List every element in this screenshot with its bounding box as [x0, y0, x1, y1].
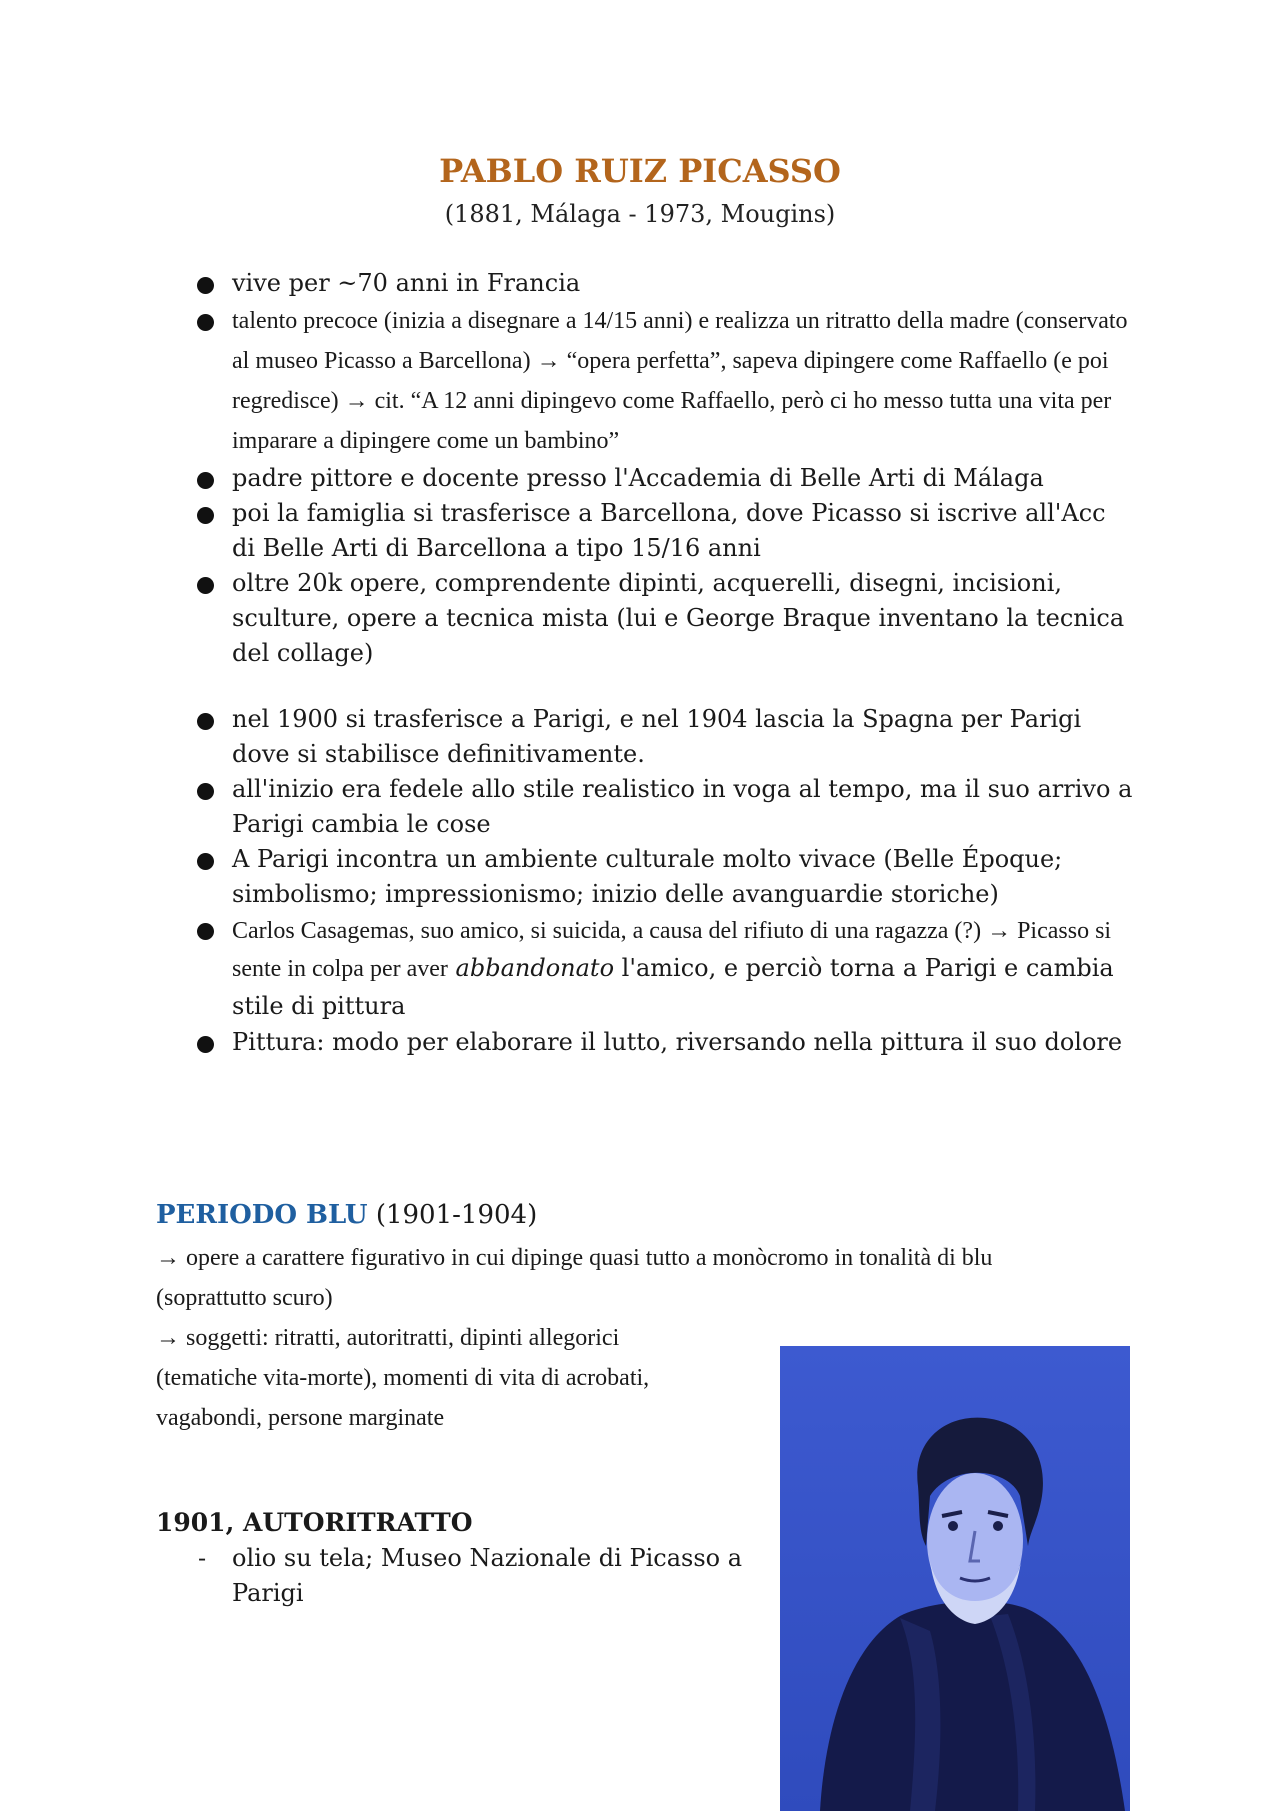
- painting-illustration: [780, 1346, 1130, 1811]
- paris-list: [194, 702, 1134, 1060]
- page-subtitle: (1881, Málaga - 1973, Mougins): [444, 200, 836, 228]
- page-title: PABLO RUIZ PICASSO: [439, 152, 841, 190]
- list-item: poi la famiglia si trasferisce a Barcellona, dove Picasso si iscrive all'Acc di Belle Arti di Barcellona a tipo 15/16 anni: [194, 496, 1134, 566]
- section-name: PERIODO BLU: [156, 1200, 368, 1230]
- list-item: oltre 20k opere, comprendente dipinti, acquerelli, disegni, incisioni, sculture, opere a tecnica mista (lui e George Braque inventano la tecnica del collage): [194, 566, 1134, 671]
- list-item: Pittura: modo per elaborare il lutto, riversando nella pittura il suo dolore: [194, 1025, 1134, 1060]
- section-heading: [156, 1200, 537, 1230]
- emphasis-text: abbandonato: [455, 954, 615, 982]
- section-years: (1901-1904): [375, 1200, 538, 1230]
- list-item: all'inizio era fedele allo stile realistico in voga al tempo, ma il suo arrivo a Parigi cambia le cose: [194, 772, 1134, 842]
- section-paragraph: → opere a carattere figurativo in cui dipinge quasi tutto a monòcromo in tonalità di blu (soprattutto scuro): [156, 1245, 993, 1311]
- artwork-heading: 1901, AUTORITRATTO: [156, 1508, 473, 1537]
- bio-list: [194, 266, 1134, 671]
- self-portrait-painting: [780, 1346, 1130, 1811]
- list-item: talento precoce (inizia a disegnare a 14/15 anni) e realizza un ritratto della madre (conservato al museo Picasso a Barcellona) → “opera perfetta”, sapeva dipingere come Raffaello (e poi regredisce) → cit. “A 12 anni dipingevo come Raffaello, però ci ho messo tutta una vita per imparare a dipingere come un bambino”: [194, 301, 1134, 461]
- list-item: vive per ~70 anni in Francia: [194, 266, 1134, 301]
- list-item: [194, 912, 1134, 1025]
- list-item-text: Carlos Casagemas, suo amico, si suicida, a causa del rifiuto di una ragazza (?) → Picasso si sente in colpa per aver: [232, 918, 1112, 982]
- list-item-text: l'amico, e perciò torna a Parigi e cambia stile di pittura: [232, 954, 1114, 1020]
- list-item: - olio su tela; Museo Nazionale di Picasso a Parigi: [194, 1541, 774, 1611]
- artwork-details: [194, 1541, 774, 1611]
- list-item: padre pittore e docente presso l'Accademia di Belle Arti di Málaga: [194, 461, 1134, 496]
- list-item: nel 1900 si trasferisce a Parigi, e nel 1904 lascia la Spagna per Parigi dove si stabilisce definitivamente.: [194, 702, 1134, 772]
- section-paragraph: → soggetti: ritratti, autoritratti, dipinti allegorici (tematiche vita-morte), momenti di vita di acrobati, vagabondi, persone marginate: [156, 1325, 650, 1431]
- list-item: A Parigi incontra un ambiente culturale molto vivace (Belle Époque; simbolismo; impressionismo; inizio delle avanguardie storiche): [194, 842, 1134, 912]
